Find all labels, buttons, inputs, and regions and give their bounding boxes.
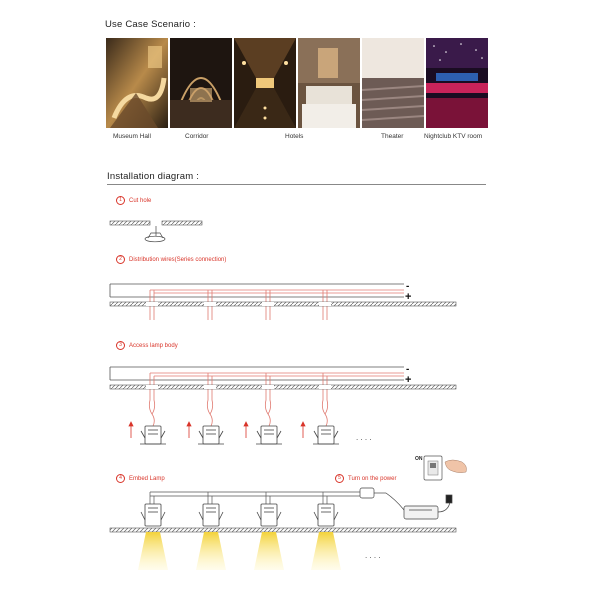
lamp-body-4	[313, 426, 339, 444]
lamp-body-group	[140, 426, 339, 444]
step-2-label: 2 Distribution wires(Series connection)	[116, 255, 226, 264]
embedded-lamp-3	[257, 504, 281, 526]
installation-title: Installation diagram :	[107, 171, 200, 182]
embedded-lamp-1	[141, 504, 165, 526]
embedded-lamps	[141, 504, 338, 526]
wall-switch-icon	[415, 456, 442, 480]
step-1-ceiling	[110, 221, 202, 225]
ellipsis-2: . . . .	[365, 551, 381, 560]
lamp-body-2	[198, 426, 224, 444]
embedded-lamp-4	[314, 504, 338, 526]
plus-sign-2: +	[405, 374, 412, 386]
minus-sign: -	[406, 281, 410, 292]
switch-on-label: ON	[415, 456, 423, 462]
caption-corridor: Corridor	[185, 133, 209, 140]
step-5-label: 5 Turn on the power	[335, 474, 396, 483]
step-4-ceiling	[110, 528, 456, 532]
lamp-body-3	[256, 426, 282, 444]
connector-icon	[360, 488, 404, 510]
step-3-label: 3 Access lamp body	[116, 341, 178, 350]
embedded-lamp-2	[199, 504, 223, 526]
lamp-body-1	[140, 426, 166, 444]
step-1-label: 1 Cut hole	[116, 196, 151, 205]
caption-theater: Theater	[381, 133, 404, 140]
plus-sign: +	[405, 291, 412, 303]
step-4-label: 4 Embed Lamp	[116, 474, 165, 483]
use-case-title: Use Case Scenario :	[105, 19, 196, 30]
caption-nightclub: Nightclub KTV room	[424, 133, 483, 140]
power-driver-icon	[404, 495, 452, 519]
minus-sign-2: -	[406, 364, 410, 375]
caption-museum-hall: Museum Hall	[113, 133, 151, 140]
ellipsis-1: . . . .	[356, 433, 372, 442]
hole-saw-icon	[145, 226, 165, 242]
light-beams	[138, 532, 341, 570]
hand-icon	[445, 460, 467, 473]
step-4-wiring	[150, 492, 360, 504]
caption-hotels: Hotels	[285, 133, 304, 140]
